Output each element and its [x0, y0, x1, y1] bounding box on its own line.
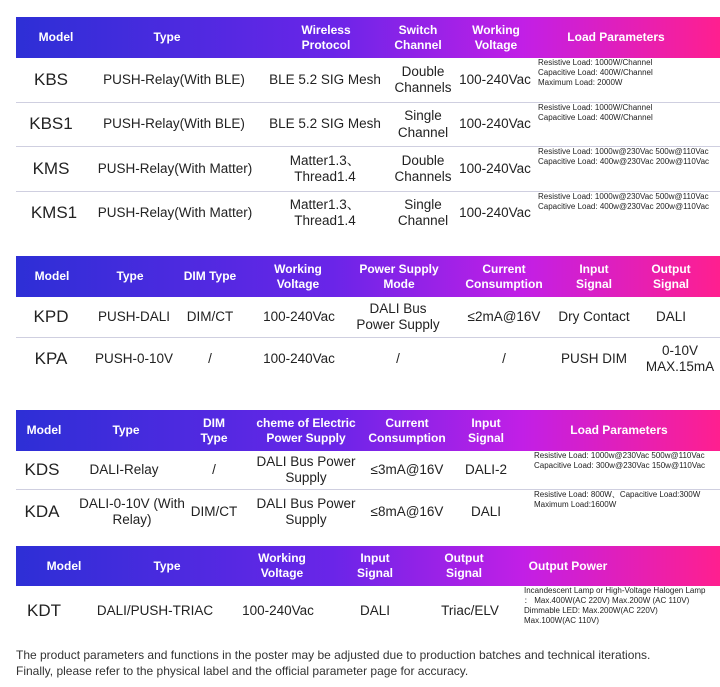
header-input-signal: Input Signal — [467, 415, 504, 445]
power-line: Max.100W(AC 110V) — [524, 616, 599, 625]
protocol-cell: Matter1.3、Thread1.4 — [289, 196, 361, 228]
header-input-signal: Input Signal — [356, 551, 393, 580]
load-line: Maximum Load:1600W — [534, 500, 617, 509]
load-line: Maximum Load: 2000W — [538, 78, 623, 87]
input-cell: DALI — [470, 503, 501, 519]
table-wireless-relays — [16, 17, 720, 234]
type-cell: PUSH-Relay(With Matter) — [97, 160, 253, 176]
type-cell: PUSH-0-10V — [94, 350, 174, 366]
model-cell: KBS1 — [29, 114, 73, 134]
disclaimer-line: Finally, please refer to the physical label and the official parameter page for accuracy. — [16, 663, 469, 678]
channel-cell: Single Channel — [397, 196, 449, 228]
load-line: Capacitive Load: 300w@230Vac 150w@110Vac — [534, 461, 706, 470]
type-cell: PUSH-Relay(With BLE) — [103, 71, 245, 87]
table-row — [16, 58, 720, 103]
load-line: Resistive Load: 1000w@230Vac 500w@110Vac — [538, 147, 709, 156]
table-row — [16, 338, 720, 380]
type-cell: PUSH-DALI — [97, 308, 170, 324]
header-wireless-protocol: Wireless Protocol — [301, 22, 351, 52]
channel-cell: Double Channels — [394, 152, 452, 184]
header-current-consumption: Current Consumption — [368, 415, 446, 445]
header-model: Model — [26, 423, 62, 437]
table-row — [16, 192, 720, 234]
supply-cell: DALI Bus Power Supply — [256, 453, 356, 485]
type-cell: PUSH-Relay(With BLE) — [103, 116, 245, 132]
header-model: Model — [46, 558, 82, 573]
header-dim-type: DIM Type — [183, 269, 237, 283]
header-working-voltage: Working Voltage — [258, 551, 306, 580]
header-output-signal: Output Signal — [444, 551, 484, 580]
header-type: Type — [116, 269, 144, 283]
output-cell: DALI — [655, 308, 686, 324]
load-line: Resistive Load: 1000W/Channel — [538, 58, 653, 67]
input-cell: DALI — [359, 602, 390, 618]
power-line: Incandescent Lamp or High-Voltage Halogen Lamp — [524, 586, 706, 595]
model-cell: KPD — [33, 306, 69, 326]
header-switch-channel: Switch Channel — [394, 22, 442, 52]
input-cell: DALI-2 — [464, 461, 508, 477]
load-line: Resistive Load: 800W、Capacitive Load:300W — [534, 490, 701, 499]
power-cell — [524, 586, 720, 636]
voltage-cell: 100-240Vac — [263, 308, 335, 324]
table-row — [16, 586, 720, 636]
header-output-power: Output Power — [528, 558, 608, 573]
header-input-signal: Input Signal — [575, 261, 612, 291]
type-cell: DALI/PUSH-TRIAC — [96, 602, 214, 618]
header-working-voltage: Working Voltage — [274, 261, 322, 291]
output-cell: Triac/ELV — [441, 602, 499, 618]
header-load-parameters: Load Parameters — [570, 423, 668, 437]
load-cell — [534, 451, 720, 489]
current-cell: ≤3mA@16V — [370, 461, 444, 477]
output-cell: 0-10V MAX.15mA — [645, 342, 715, 374]
header-working-voltage: Working Voltage — [472, 22, 520, 52]
protocol-cell: BLE 5.2 SIG Mesh — [269, 71, 381, 87]
current-cell: / — [502, 350, 506, 366]
dim-cell: DIM/CT — [186, 308, 234, 324]
header-load-parameters: Load Parameters — [567, 30, 665, 44]
power-line: Dimmable LED: Max.200W(AC 220V) — [524, 606, 658, 615]
load-cell — [538, 192, 720, 234]
load-line: Capacitive Load: 400w@230Vac 200w@110Vac — [538, 157, 710, 166]
protocol-cell: BLE 5.2 SIG Mesh — [269, 116, 381, 132]
header-model: Model — [38, 30, 74, 44]
load-line: Resistive Load: 1000w@230Vac 500w@110Vac — [534, 451, 705, 460]
header-type: Type — [153, 558, 181, 573]
supply-cell: DALI Bus Power Supply — [356, 300, 440, 332]
voltage-cell: 100-240Vac — [459, 116, 531, 132]
current-cell: ≤8mA@16V — [370, 503, 444, 519]
voltage-cell: 100-240Vac — [263, 350, 335, 366]
table-row — [16, 147, 720, 192]
table-dali-relays — [16, 410, 720, 534]
table-header — [16, 17, 720, 58]
model-cell: KDA — [24, 501, 60, 521]
dim-cell: / — [212, 461, 216, 477]
voltage-cell: 100-240Vac — [459, 71, 531, 87]
model-cell: KBS — [33, 69, 69, 89]
load-cell — [538, 58, 720, 102]
protocol-cell: Matter1.3、Thread1.4 — [289, 152, 361, 184]
header-dim-type: DIM Type — [200, 415, 228, 445]
model-cell: KMS — [32, 158, 70, 178]
header-model: Model — [34, 269, 70, 283]
header-power-supply-mode: Power Supply Mode — [359, 261, 439, 291]
dim-cell: DIM/CT — [190, 503, 238, 519]
header-current-consumption: Current Consumption — [465, 261, 543, 291]
type-cell: DALI-0-10V (With Relay) — [79, 495, 185, 527]
table-row — [16, 103, 720, 147]
table-row — [16, 297, 720, 338]
disclaimer-line: The product parameters and functions in the poster may be adjusted due to production batches and technical iterations. — [16, 648, 651, 662]
current-cell: ≤2mA@16V — [467, 308, 541, 324]
power-line: ： Max.400W(AC 220V) Max.200W (AC 110V) — [524, 596, 690, 605]
header-type: Type — [153, 30, 181, 44]
supply-cell: DALI Bus Power Supply — [256, 495, 356, 527]
load-line: Capacitive Load: 400W/Channel — [538, 113, 653, 122]
table-header — [16, 410, 720, 451]
dim-cell: / — [208, 350, 212, 366]
voltage-cell: 100-240Vac — [459, 204, 531, 220]
load-line: Resistive Load: 1000W/Channel — [538, 103, 653, 112]
channel-cell: Single Channel — [397, 108, 449, 140]
model-cell: KDT — [27, 600, 61, 620]
input-cell: PUSH DIM — [560, 350, 627, 366]
disclaimer — [16, 648, 650, 679]
type-cell: DALI-Relay — [89, 461, 159, 477]
type-cell: PUSH-Relay(With Matter) — [97, 204, 253, 220]
load-cell — [538, 147, 720, 191]
input-cell: Dry Contact — [558, 308, 630, 324]
voltage-cell: 100-240Vac — [242, 602, 314, 618]
table-header — [16, 546, 720, 586]
load-line: Resistive Load: 1000w@230Vac 500w@110Vac — [538, 192, 709, 201]
table-row — [16, 490, 720, 534]
header-output-signal: Output Signal — [651, 261, 691, 291]
supply-cell: / — [396, 350, 400, 366]
load-line: Capacitive Load: 400W/Channel — [538, 68, 653, 77]
channel-cell: Double Channels — [394, 63, 452, 95]
voltage-cell: 100-240Vac — [459, 160, 531, 176]
table-triac-dimmer — [16, 546, 720, 636]
table-push-dimmers — [16, 256, 720, 380]
header-power-supply-scheme: cheme of Electric Power Supply — [256, 415, 356, 445]
model-cell: KPA — [34, 348, 68, 368]
model-cell: KDS — [24, 459, 60, 479]
model-cell: KMS1 — [30, 202, 78, 222]
table-header — [16, 256, 720, 297]
table-row — [16, 451, 720, 490]
load-cell — [534, 490, 720, 534]
load-cell — [538, 103, 720, 146]
header-type: Type — [112, 423, 140, 437]
load-line: Capacitive Load: 400w@230Vac 200w@110Vac — [538, 202, 710, 211]
